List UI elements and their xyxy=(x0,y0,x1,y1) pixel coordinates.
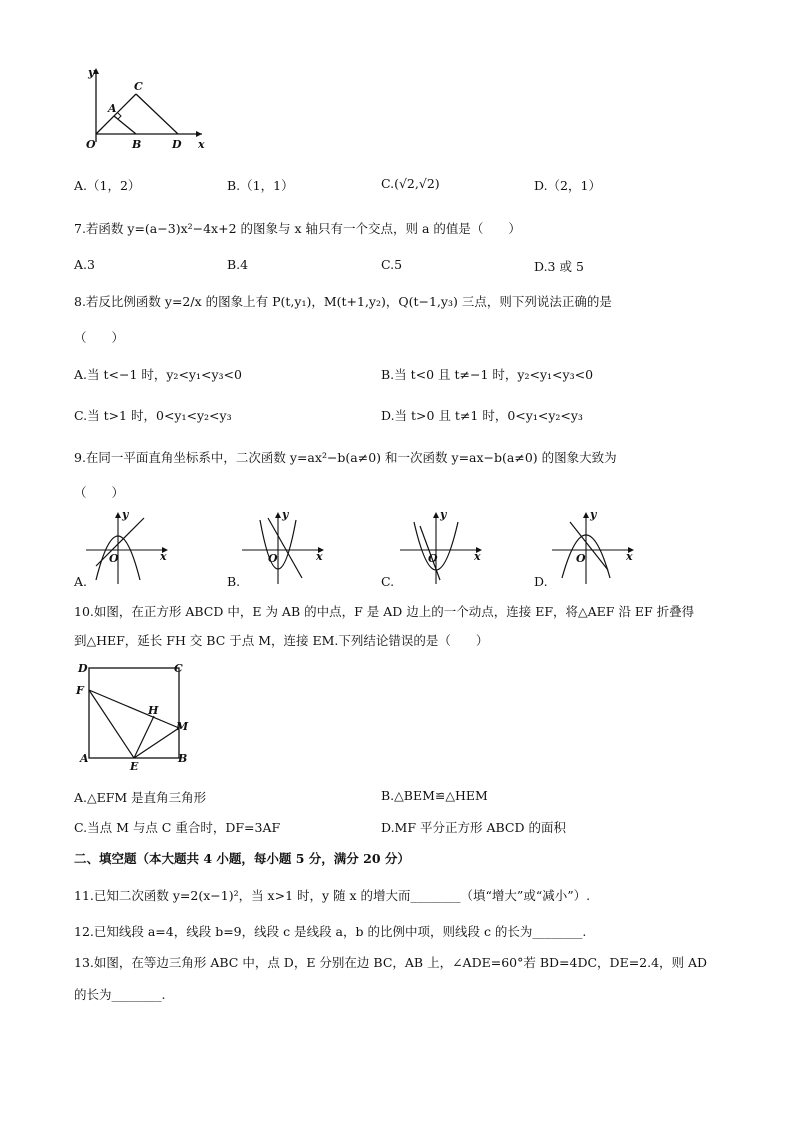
q6-figure xyxy=(78,62,208,154)
q6-label-x: x xyxy=(198,138,205,151)
q10-figure xyxy=(74,660,194,772)
q10-label-d: D xyxy=(78,662,88,675)
q9-question: 9.在同一平面直角坐标系中，二次函数 y=ax²−b(a≠0) 和一次函数 y=ax−b(a≠0) 的图象大致为 xyxy=(74,450,617,465)
q10-option-c: C.当点 M 与点 C 重合时，DF=3AF xyxy=(74,820,281,835)
q9d-label-o: O xyxy=(576,552,586,565)
q10-label-e: E xyxy=(130,760,139,772)
q7-option-a: A.3 xyxy=(74,257,95,272)
q9d-label-x: x xyxy=(626,550,633,563)
q9b-label-y: y xyxy=(282,508,289,521)
q13-question-line1: 13.如图，在等边三角形 ABC 中，点 D，E 分别在边 BC，AB 上，∠ADE=60°若 BD=4DC，DE=2.4，则 AD xyxy=(74,955,708,970)
q7-option-b: B.4 xyxy=(227,257,249,272)
q9-option-a: A. xyxy=(74,574,88,589)
q10-question-line1: 10.如图，在正方形 ABCD 中，E 为 AB 的中点，F 是 AD 边上的一个动点，连接 EF，将△AEF 沿 EF 折叠得 xyxy=(74,604,695,619)
q10-question-line2: 到△HEF，延长 FH 交 BC 于点 M，连接 EM.下列结论错误的是（ ） xyxy=(74,633,489,648)
q6-option-c: C.(√2,√2) xyxy=(381,176,440,191)
section-fill-blank-heading: 二、填空题（本大题共 4 小题，每小题 5 分，满分 20 分） xyxy=(74,851,410,866)
q7-option-d: D.3 或 5 xyxy=(534,259,584,274)
q6-option-a: A.（1，2） xyxy=(74,178,141,193)
q9-graph-a xyxy=(82,508,172,586)
q13-question-line2: 的长为________. xyxy=(74,987,166,1002)
q9d-label-y: y xyxy=(590,508,597,521)
q10-label-m: M xyxy=(176,720,189,733)
q8-option-a: A.当 t<−1 时，y₂<y₁<y₃<0 xyxy=(74,367,242,382)
q6-label-o: O xyxy=(86,138,96,151)
q9b-label-x: x xyxy=(316,550,323,563)
q11-question: 11.已知二次函数 y=2(x−1)²，当 x>1 时，y 随 x 的增大而________（填“增大”或“减小”）. xyxy=(74,888,591,903)
q9c-label-x: x xyxy=(474,550,481,563)
q6-label-c: C xyxy=(134,80,143,93)
q12-question: 12.已知线段 a=4，线段 b=9，线段 c 是线段 a，b 的比例中项，则线段 c 的长为________. xyxy=(74,924,587,939)
q8-option-b: B.当 t<0 且 t≠−1 时，y₂<y₁<y₃<0 xyxy=(381,367,594,382)
q7-question: 7.若函数 y=(a−3)x²−4x+2 的图象与 x 轴只有一个交点，则 a 的值是（ ） xyxy=(74,221,521,236)
q6-label-y: y xyxy=(88,66,95,79)
q6-label-b: B xyxy=(132,138,142,151)
q10-label-c: C xyxy=(174,662,183,675)
q10-option-a: A.△EFM 是直角三角形 xyxy=(74,790,207,805)
q8-option-c: C.当 t>1 时，0<y₁<y₂<y₃ xyxy=(74,408,232,423)
q10-label-f: F xyxy=(76,684,84,697)
q9-option-c: C. xyxy=(381,574,395,589)
q9-option-d: D. xyxy=(534,574,548,589)
q9-graph-c xyxy=(396,508,486,586)
q6-label-a: A xyxy=(108,102,117,115)
q10-label-h: H xyxy=(148,704,159,717)
q9c-label-y: y xyxy=(440,508,447,521)
q6-option-d: D.（2，1） xyxy=(534,178,601,193)
q9a-label-x: x xyxy=(160,550,167,563)
q7-option-c: C.5 xyxy=(381,257,403,272)
q8-option-d: D.当 t>0 且 t≠1 时，0<y₁<y₂<y₃ xyxy=(381,408,583,423)
q10-label-a: A xyxy=(80,752,89,765)
q9a-label-y: y xyxy=(122,508,129,521)
q9-graph-b xyxy=(238,508,328,586)
q9-paren: （ ） xyxy=(74,485,125,500)
q9-graph-d xyxy=(548,508,638,586)
q6-label-d: D xyxy=(172,138,182,151)
q9c-label-o: O xyxy=(428,552,438,565)
q10-label-b: B xyxy=(178,752,188,765)
q8-question: 8.若反比例函数 y=2/x 的图象上有 P(t,y₁)，M(t+1,y₂)，Q(t−1,y₃) 三点，则下列说法正确的是 xyxy=(74,294,612,309)
q10-option-d: D.MF 平分正方形 ABCD 的面积 xyxy=(381,820,566,835)
q10-option-b: B.△BEM≌△HEM xyxy=(381,788,488,803)
q9a-label-o: O xyxy=(109,552,119,565)
q9-option-b: B. xyxy=(227,574,241,589)
q8-paren: （ ） xyxy=(74,330,125,345)
q6-option-b: B.（1，1） xyxy=(227,178,294,193)
q9b-label-o: O xyxy=(268,552,278,565)
